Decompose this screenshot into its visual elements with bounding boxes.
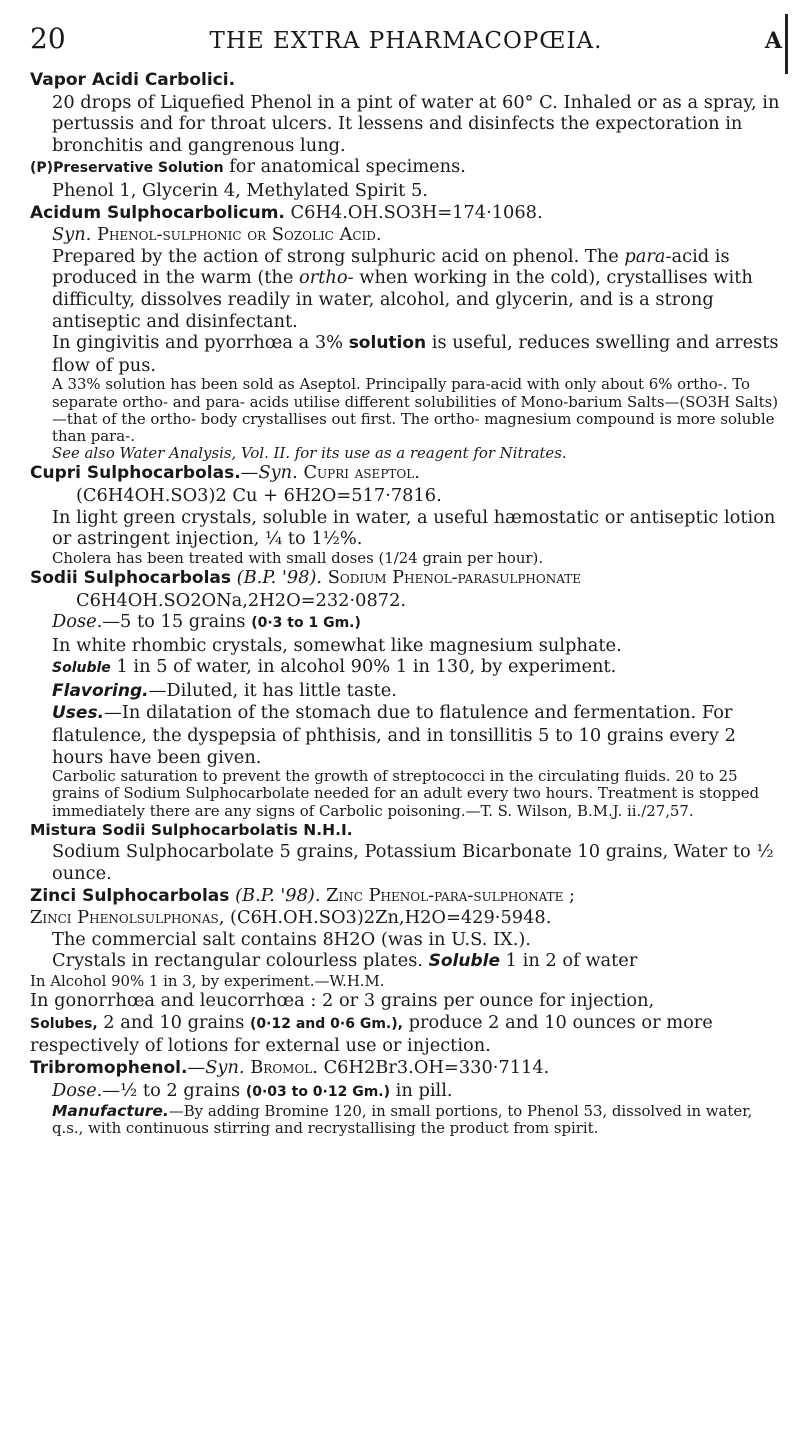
sodii-description: In white rhombic crystals, somewhat like magnesium sulphate.: [52, 634, 622, 656]
mistura-formula: Sodium Sulphocarbolate 5 grains, Potassium Bicarbonate 10 grains, Water to ½ ounce.: [52, 841, 774, 885]
vapor-text: 20 drops of Liquefied Phenol in a pint of water at 60° C. Inhaled or as a spray, in pertussis and for throat ulcers. It lessens and disinfects the expectoration in bronchitis and gangrenous lung.: [52, 91, 780, 156]
page-body: [30, 70, 782, 1138]
acidum-formula: C6H4.OH.SO3H=174·1068.: [284, 201, 543, 223]
preservative-symbol-icon: (P): [30, 160, 54, 177]
entry-cupri-title: Cupri Sulphocarbolas.—Syn. Cupri aseptol.: [30, 462, 420, 484]
tribromo-manufacture: Manufacture.—By adding Bromine 120, in small portions, to Phenol 53, dissolved in water, q.s., with continuous stirring and recrystallising the product from spirit.: [52, 1102, 753, 1138]
sodii-soluble: Soluble 1 in 5 of water, in alcohol 90% 1 in 130, by experiment.: [52, 656, 617, 678]
cupri-formula: (C6H4OH.SO3)2 Cu + 6H2O=517·7816.: [76, 484, 442, 506]
page-edge-bar: [785, 14, 788, 74]
cupri-small-note: Cholera has been treated with small doses (1/24 grain per hour).: [52, 548, 544, 567]
page-header: [30, 14, 782, 70]
preservative-label: Preservative Solution: [53, 160, 224, 177]
entry-heading-zinci: Zinci Sulphocarbolas: [30, 885, 230, 906]
tribromo-dose: Dose.—½ to 2 grains (0·03 to 0·12 Gm.) in pill.: [52, 1079, 453, 1101]
sodii-uses: Uses.—In dilatation of the stomach due to flatulence and fermentation. For flatulence, the dyspepsia of phthisis, and in tonsillitis 5 to 10 grains every 2 hours have been given.: [52, 702, 736, 768]
entry-sodii-title: Sodii Sulphocarbolas (B.P. '98). Sodium Phenol-parasulphonate: [30, 566, 581, 588]
entry-heading-sodii: Sodii Sulphocarbolas: [30, 567, 231, 588]
zinci-solubes: Solubes, 2 and 10 grains (0·12 and 0·6 Gm.), produce 2 and 10 ounces or more respectively of lotions for external use or injection.: [30, 1011, 713, 1057]
preservative-formula: Phenol 1, Glycerin 4, Methylated Spirit 5.: [52, 179, 428, 201]
acidum-description: Prepared by the action of strong sulphuric acid on phenol. The para-acid is produced in the warm (the ortho- when working in the cold), crystallises with difficulty, dissolves readily in water, alcohol, and glycerin, and is a strong antiseptic and disinfectant.: [52, 245, 753, 332]
acidum-synonym: Syn. Phenol-sulphonic or Sozolic Acid.: [52, 224, 382, 246]
acidum-gingivitis: In gingivitis and pyorrhœa a 3% solution is useful, reduces swelling and arrests flow of pus.: [52, 332, 779, 376]
mistura-heading: Mistura Sodii Sulphocarbolatis N.H.I.: [30, 820, 353, 839]
corner-mark: A: [764, 28, 782, 54]
cupri-text: In light green crystals, soluble in water, a useful hæmostatic or antiseptic lotion or astringent injection, ¼ to 1½%.: [52, 506, 776, 550]
entry-acidum-title: [30, 202, 782, 225]
sodii-flavoring: Flavoring.—Diluted, it has little taste.: [52, 679, 397, 701]
entry-heading-vapor: Vapor Acidi Carbolici.: [30, 70, 236, 90]
zinci-crystals: Crystals in rectangular colourless plates. Soluble 1 in 2 of water: [52, 950, 638, 972]
entry-heading-cupri: Cupri Sulphocarbolas.: [30, 463, 241, 484]
entry-heading-tribromo: Tribromophenol.: [30, 1058, 188, 1078]
acidum-see-also: See also Water Analysis, Vol. II. for its use as a reagent for Nitrates.: [52, 444, 567, 463]
zinci-gonorrhoea: In gonorrhœa and leucorrhœa : 2 or 3 grains per ounce for injection,: [30, 990, 655, 1012]
entry-heading-acidum: Acidum Sulphocarbolicum.: [30, 202, 285, 223]
zinci-alcohol: In Alcohol 90% 1 in 3, by experiment.—W.H.M.: [30, 972, 385, 991]
entry-tribromo-title: Tribromophenol.—Syn. Bromol. C6H2Br3.OH=330·7114.: [30, 1057, 550, 1078]
zinci-synonym-formula: Zinci Phenolsulphonas, (C6H.OH.SO3)2Zn,H2O=429·5948.: [30, 907, 552, 929]
sodii-dose: Dose.—5 to 15 grains (0·3 to 1 Gm.): [52, 611, 361, 633]
acidum-small-note: A 33% solution has been sold as Aseptol. Principally para-acid with only about 6% ortho-. To separate ortho- and para- acids utilise different solubilities of Mono-barium Salts—(SO3H Salts)—that of the ortho- body crystallises out first. The ortho- magnesium compound is more soluble than para-.: [52, 375, 779, 445]
zinci-commercial: The commercial salt contains 8H2O (was in U.S. IX.).: [52, 928, 531, 950]
running-title: THE EXTRA PHARMACOPŒIA.: [209, 28, 603, 54]
sodii-small-note: Carbolic saturation to prevent the growth of streptococci in the circulating fluids. 20 to 25 grains of Sodium Sulphocarbolate needed for an adult every two hours. Treatment is stopped immediately there are any signs of Carbolic poisoning.—T. S. Wilson, B.M.J. ii./27,57.: [52, 767, 760, 820]
entry-zinci-title: Zinci Sulphocarbolas (B.P. '98). Zinc Phenol-para-sulphonate ;: [30, 884, 576, 906]
page-number: 20: [30, 22, 66, 55]
sodii-formula: C6H4OH.SO2ONa,2H2O=232·0872.: [76, 589, 407, 611]
preservative-line: (P)Preservative Solution for anatomical specimens.: [30, 156, 466, 178]
